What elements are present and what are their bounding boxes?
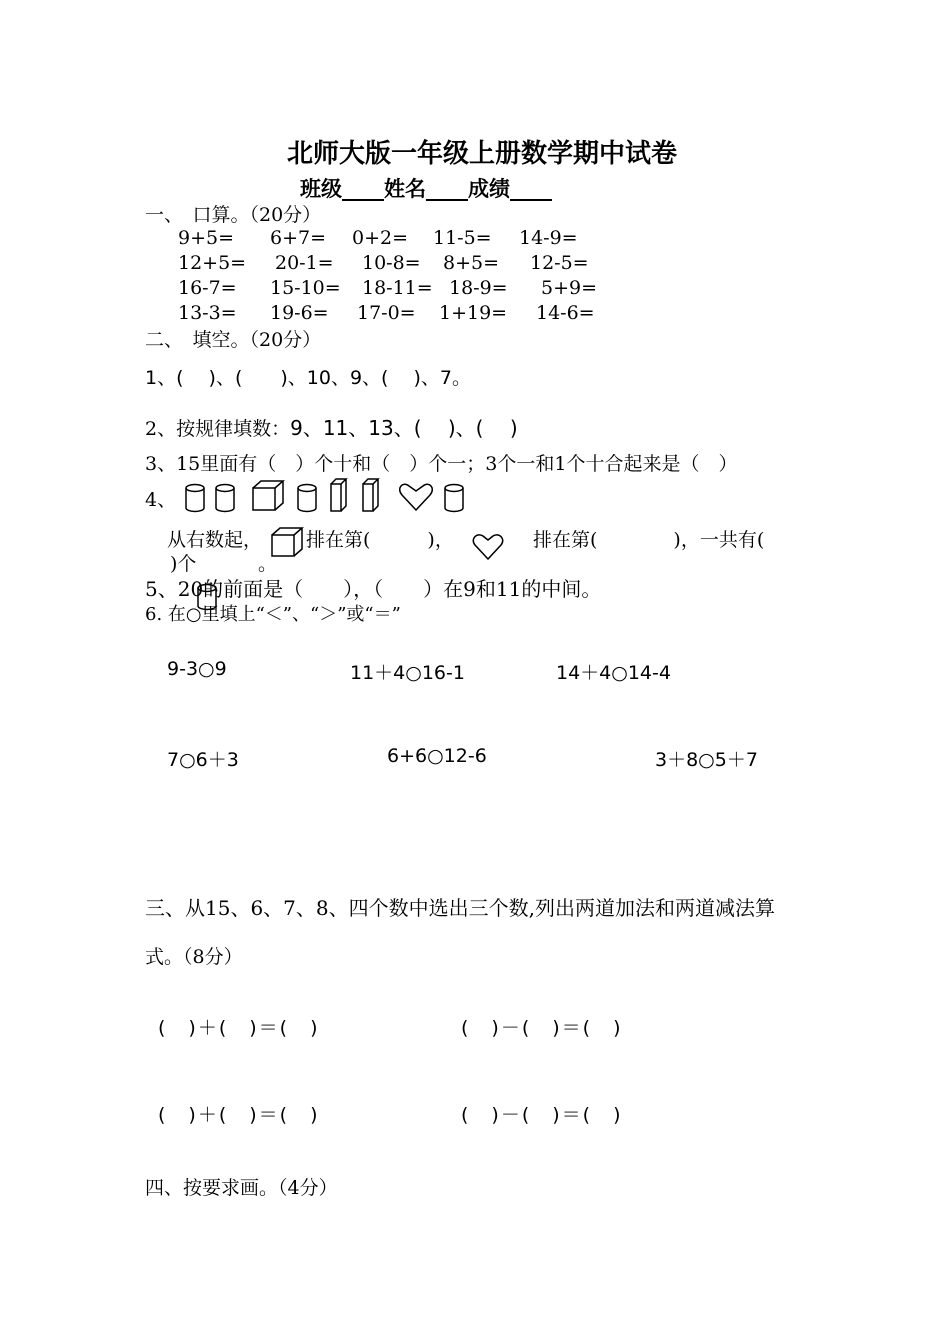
section-3-heading-line1: 三、从15、6、7、8、四个数中选出三个数,列出两道加法和两道减法算 xyxy=(145,896,775,920)
calc-item: 10-8= xyxy=(362,252,421,274)
addition-equation: ( )＋( )＝( ) xyxy=(158,1104,320,1126)
question-4-text-b: 排在第( )， xyxy=(306,529,454,551)
heart-icon xyxy=(400,484,433,510)
question-4-text-d: )个 xyxy=(170,553,197,575)
section-1-heading: 一、 口算。（20分） xyxy=(145,204,322,226)
calc-item: 8+5= xyxy=(443,252,500,274)
fill-question-3: 3、15里面有（ ）个十和（ ）个一；3个一和1个十合起来是（ ） xyxy=(145,453,738,475)
compare-item: 6+6○12-6 xyxy=(387,745,487,767)
cube-icon xyxy=(253,481,283,510)
question-4-text-a: 从右数起， xyxy=(167,529,263,551)
calc-item: 14-9= xyxy=(519,227,578,249)
compare-item: 14＋4○14-4 xyxy=(556,662,671,684)
calc-item: 1+19= xyxy=(439,302,508,324)
calc-item: 6+7= xyxy=(270,227,327,249)
student-info-line: 班级____姓名____成绩____ xyxy=(300,176,552,201)
calc-item: 12+5= xyxy=(178,252,247,274)
question-4-text-e: 。 xyxy=(258,553,278,575)
calc-item: 18-11= xyxy=(362,277,433,299)
fill-question-1: 1、( )、( )、10、9、( )、7。 xyxy=(145,367,471,389)
compare-item: 7○6＋3 xyxy=(167,749,239,771)
compare-item: 9-3○9 xyxy=(167,658,227,680)
cuboid-icon xyxy=(331,479,346,511)
cylinder-icon xyxy=(186,485,204,512)
compare-item: 3＋8○5＋7 xyxy=(655,749,758,771)
heart-icon xyxy=(471,531,505,561)
calc-item: 18-9= xyxy=(449,277,508,299)
calc-item: 11-5= xyxy=(433,227,492,249)
calc-item: 16-7= xyxy=(178,277,237,299)
page-title: 北师大版一年级上册数学期中试卷 xyxy=(287,139,678,169)
section-2-heading: 二、 填空。（20分） xyxy=(145,329,322,351)
question-2-prefix: 2、按规律填数： xyxy=(145,418,291,440)
addition-equation: ( )＋( )＝( ) xyxy=(158,1017,320,1039)
section-3-heading-line2: 式。（8分） xyxy=(145,946,243,968)
calc-item: 19-6= xyxy=(270,302,329,324)
cylinder-icon xyxy=(216,485,234,512)
calc-item: 12-5= xyxy=(530,252,589,274)
subtraction-equation: ( )－( )＝( ) xyxy=(461,1017,623,1039)
calc-item: 20-1= xyxy=(275,252,334,274)
fill-question-5: 5、20的前面是（ ），（ ）在9和11的中间。 xyxy=(145,577,602,601)
calc-item: 9+5= xyxy=(178,227,235,249)
cylinder-icon xyxy=(298,485,316,512)
calc-item: 13-3= xyxy=(178,302,237,324)
shapes-row xyxy=(183,478,473,514)
calc-item: 15-10= xyxy=(270,277,341,299)
calc-item: 17-0= xyxy=(357,302,416,324)
subtraction-equation: ( )－( )＝( ) xyxy=(461,1104,623,1126)
fill-question-6: 6. 在○里填上“＜”、“＞”或“＝” xyxy=(145,604,401,625)
calc-item: 5+9= xyxy=(541,277,598,299)
calc-item: 0+2= xyxy=(352,227,409,249)
cuboid-icon xyxy=(363,479,378,511)
calc-item: 14-6= xyxy=(536,302,595,324)
question-4-text-c: 排在第( )，一共有( xyxy=(533,529,765,551)
fill-question-2 xyxy=(145,412,518,441)
question-2-sequence: 9、11、13、( )、( ) xyxy=(290,416,518,440)
question-4-label: 4、 xyxy=(145,489,177,511)
section-4-heading: 四、按要求画。（4分） xyxy=(145,1177,338,1199)
compare-item: 11＋4○16-1 xyxy=(350,662,465,684)
cylinder-icon xyxy=(445,485,463,512)
